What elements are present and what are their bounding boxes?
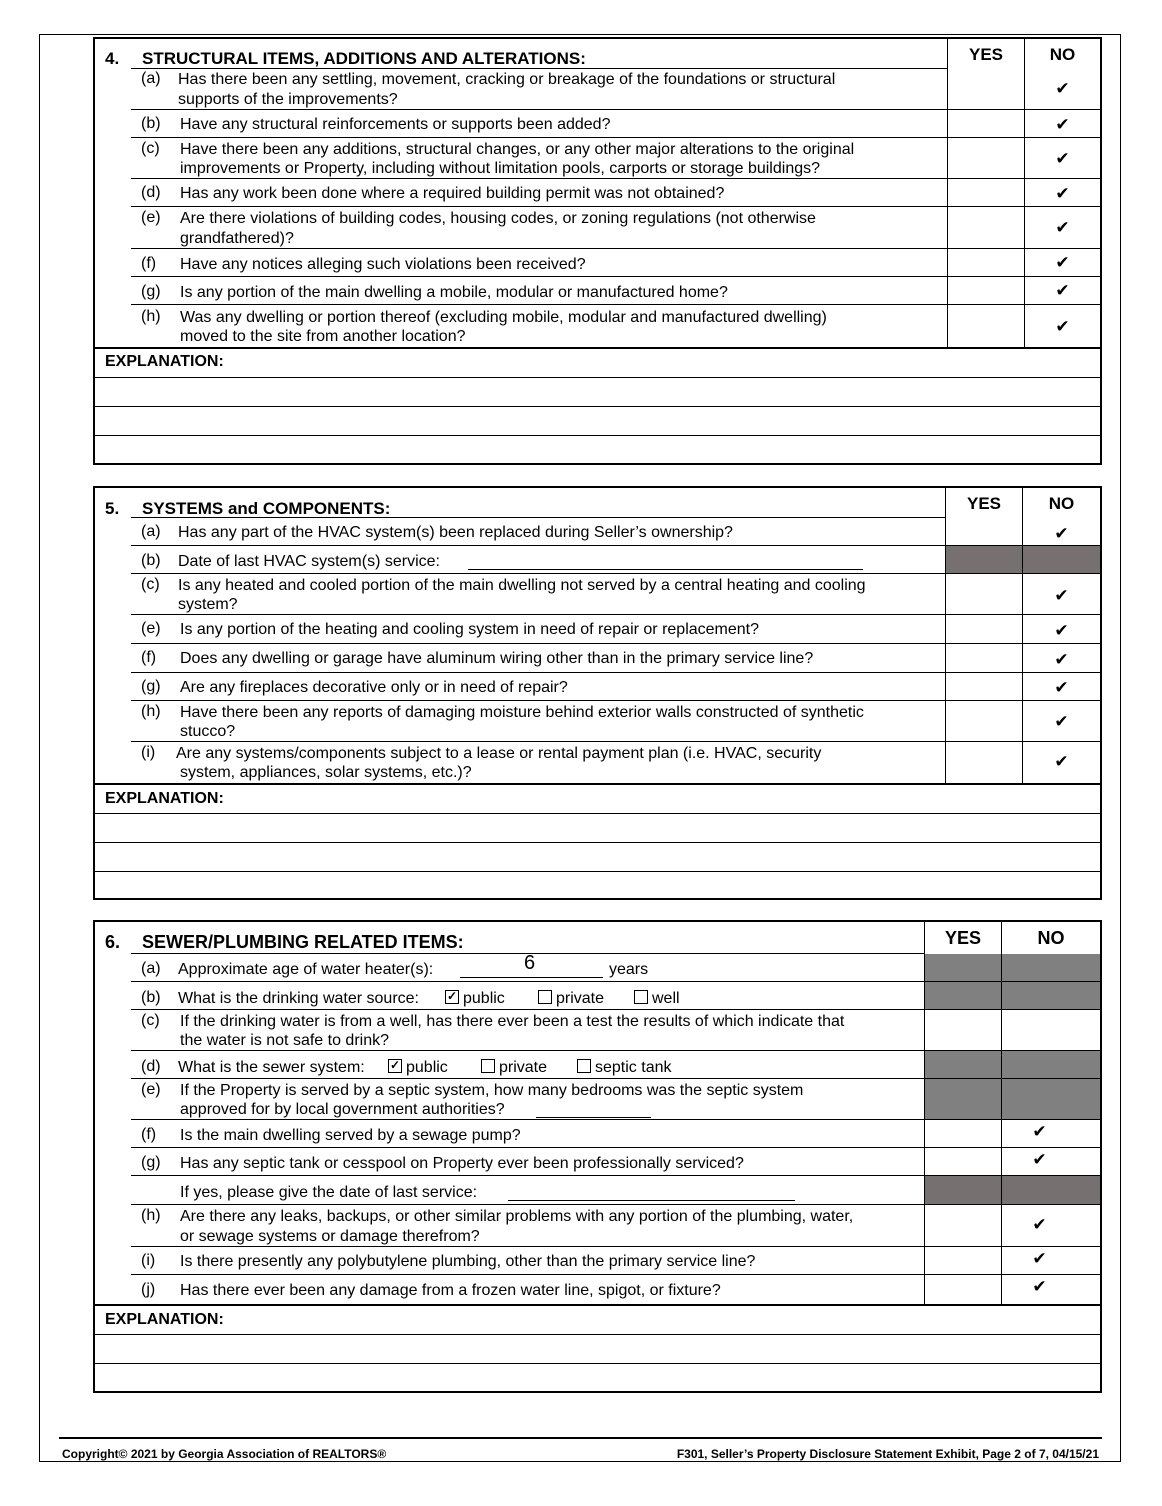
question-text-cont: system, appliances, solar systems, etc.)? — [180, 764, 472, 781]
no-checkmark[interactable]: ✔ — [1055, 317, 1070, 336]
explanation-line — [95, 406, 1100, 407]
no-checkmark[interactable]: ✔ — [1054, 650, 1069, 669]
question-text: Have there been any additions, structural changes, or any other major alterations to the original — [180, 141, 855, 158]
question-text: What is the drinking water source: — [178, 990, 419, 1007]
question-letter: (e) — [141, 1081, 161, 1098]
question-letter: (g) — [141, 1154, 161, 1171]
question-text-cont: the water is not safe to drink? — [180, 1032, 389, 1049]
explanation-label: EXPLANATION: — [105, 790, 224, 807]
section-header-row — [95, 488, 1100, 518]
question-text: If yes, please give the date of last service: — [180, 1184, 478, 1201]
question-text: If the drinking water is from a well, has there ever been a test the results of which indicate that — [180, 1013, 845, 1030]
question-text: Has any septic tank or cesspool on Property ever been professionally serviced? — [180, 1155, 744, 1172]
no-checkmark[interactable]: ✔ — [1032, 1150, 1047, 1169]
shaded-answer-cell — [925, 1176, 1100, 1204]
question-row — [95, 673, 1100, 701]
question-letter: (h) — [141, 308, 161, 325]
section-header-row — [95, 922, 1100, 954]
no-checkmark[interactable]: ✔ — [1055, 149, 1070, 168]
question-text: Have any notices alleging such violations been received? — [180, 256, 586, 273]
question-text-cont: grandfathered)? — [180, 230, 294, 247]
question-text: Does any dwelling or garage have aluminum wiring other than in the primary service line? — [180, 650, 814, 667]
question-letter: (e) — [141, 209, 161, 226]
question-row — [95, 954, 1100, 982]
explanation-line — [95, 813, 1100, 814]
question-row — [95, 1275, 1100, 1304]
question-row — [95, 138, 1100, 179]
no-checkmark[interactable]: ✔ — [1055, 281, 1070, 300]
question-text-cont: system? — [178, 596, 238, 613]
question-letter: (h) — [141, 1207, 161, 1224]
checkbox-icon[interactable] — [538, 990, 552, 1004]
shaded-answer-cell — [925, 954, 1100, 981]
question-row — [95, 701, 1100, 742]
question-text: Is any heated and cooled portion of the main dwelling not served by a central heating and cooling — [178, 577, 866, 594]
question-letter: (a) — [141, 960, 161, 977]
yes-header: YES — [968, 45, 1004, 64]
question-row — [95, 305, 1100, 347]
no-checkmark[interactable]: ✔ — [1054, 621, 1069, 640]
question-letter: (d) — [141, 1058, 161, 1075]
footer-form-id: F301, Seller’s Property Disclosure Statement Exhibit, Page 2 of 7, 04/15/21 — [676, 1447, 1099, 1461]
question-text: Approximate age of water heater(s): — [178, 961, 434, 978]
checked-checkbox-icon[interactable] — [445, 990, 459, 1004]
question-text: Is any portion of the heating and cooling system in need of repair or replacement? — [180, 621, 760, 638]
question-text: Date of last HVAC system(s) service: — [178, 553, 440, 570]
question-row — [95, 742, 1100, 783]
section-title: SYSTEMS and COMPONENTS: — [142, 499, 391, 518]
question-letter: (b) — [141, 989, 161, 1006]
footer-rule — [59, 1437, 1102, 1439]
explanation-line — [95, 871, 1100, 872]
no-checkmark[interactable]: ✔ — [1032, 1249, 1047, 1268]
question-letter: (c) — [141, 576, 160, 593]
question-text: What is the sewer system: — [178, 1059, 365, 1076]
section-number: 4. — [105, 49, 120, 68]
water-heater-age-value: 6 — [524, 952, 536, 974]
question-text: Are there any leaks, backups, or other similar problems with any portion of the plumbing, water, — [180, 1208, 854, 1225]
question-letter: (a) — [141, 70, 161, 87]
question-text: Has there ever been any damage from a frozen water line, spigot, or fixture? — [180, 1282, 721, 1299]
section-title: SEWER/PLUMBING RELATED ITEMS: — [142, 932, 464, 952]
explanation-label: EXPLANATION: — [105, 353, 224, 370]
water-source-public-option[interactable]: ✓ public — [445, 989, 505, 1009]
section-structural-items — [93, 37, 1102, 465]
no-checkmark[interactable]: ✔ — [1055, 184, 1070, 203]
water-source-well-option[interactable]: well — [634, 989, 680, 1009]
explanation-line — [95, 1334, 1100, 1335]
question-suffix: years — [609, 961, 649, 978]
question-text-cont: supports of the improvements? — [178, 91, 398, 108]
question-text: Has any part of the HVAC system(s) been replaced during Seller’s ownership? — [178, 524, 733, 541]
question-letter: (i) — [141, 1252, 156, 1269]
question-row — [95, 1079, 1100, 1120]
explanation-line — [95, 842, 1100, 843]
question-row — [95, 1148, 1100, 1176]
question-row — [95, 644, 1100, 673]
no-checkmark[interactable]: ✔ — [1054, 586, 1069, 605]
question-row — [95, 1051, 1100, 1079]
checkbox-icon[interactable] — [634, 990, 648, 1004]
no-checkmark[interactable]: ✔ — [1032, 1277, 1047, 1296]
question-letter: (g) — [141, 283, 161, 300]
question-letter: (b) — [141, 115, 161, 132]
no-header: NO — [1048, 494, 1075, 513]
section-header-row — [95, 39, 1100, 69]
question-letter: (f) — [141, 649, 157, 666]
no-checkmark[interactable]: ✔ — [1055, 253, 1070, 272]
question-letter: (h) — [141, 703, 161, 720]
shaded-answer-cell — [946, 546, 1100, 573]
question-text: Have any structural reinforcements or supports been added? — [180, 116, 611, 133]
shaded-answer-cell — [925, 982, 1100, 1009]
question-letter: (j) — [141, 1281, 156, 1298]
question-letter: (a) — [141, 523, 161, 540]
question-row — [95, 110, 1100, 138]
question-letter: (c) — [141, 140, 160, 157]
question-row — [95, 1010, 1100, 1051]
question-text: Is the main dwelling served by a sewage pump? — [180, 1127, 521, 1144]
no-header: NO — [1049, 45, 1076, 64]
question-text: Is any portion of the main dwelling a mobile, modular or manufactured home? — [180, 284, 728, 301]
septic-bedrooms-field[interactable] — [536, 1100, 651, 1118]
section-number: 6. — [105, 932, 121, 952]
sewer-septic-option[interactable]: septic tank — [577, 1058, 671, 1078]
section-number: 5. — [105, 499, 120, 518]
explanation-line — [95, 1363, 1100, 1364]
shaded-answer-cell — [925, 1051, 1100, 1078]
question-letter: (b) — [141, 552, 161, 569]
question-row — [95, 1205, 1100, 1247]
question-text: Are any systems/components subject to a lease or rental payment plan (i.e. HVAC, security — [176, 745, 822, 762]
question-text-cont: moved to the site from another location? — [180, 328, 466, 345]
sewer-public-option[interactable]: ✓ public — [388, 1058, 448, 1078]
question-letter: (g) — [141, 678, 161, 695]
question-row — [95, 1247, 1100, 1275]
no-checkmark[interactable]: ✔ — [1054, 712, 1069, 731]
question-text: Are any fireplaces decorative only or in need of repair? — [180, 679, 568, 696]
question-row — [95, 179, 1100, 207]
question-text-cont: approved for by local government authorities? — [180, 1101, 505, 1118]
question-letter: (c) — [141, 1012, 160, 1029]
question-text-cont: improvements or Property, including without limitation pools, carports or storage buildings? — [180, 160, 821, 177]
checkbox-icon[interactable] — [577, 1059, 591, 1073]
explanation-area[interactable] — [95, 347, 1100, 463]
explanation-area[interactable] — [95, 1304, 1100, 1391]
question-row — [95, 69, 1100, 110]
question-row — [95, 1120, 1100, 1148]
question-row — [95, 546, 1100, 574]
question-row — [95, 574, 1100, 615]
yes-header: YES — [966, 494, 1002, 513]
question-text-cont: stucco? — [180, 723, 236, 740]
question-row — [95, 982, 1100, 1010]
footer-copyright: Copyright© 2021 by Georgia Association of REALTORS® — [62, 1447, 387, 1461]
question-row — [95, 207, 1100, 249]
explanation-line — [95, 435, 1100, 436]
explanation-label: EXPLANATION: — [105, 1311, 224, 1328]
water-source-private-option[interactable]: private — [538, 989, 604, 1009]
question-row — [95, 615, 1100, 644]
no-checkmark[interactable]: ✔ — [1032, 1122, 1047, 1141]
shaded-answer-cell — [925, 1079, 1100, 1119]
question-letter: (f) — [141, 255, 157, 272]
explanation-area[interactable] — [95, 783, 1100, 898]
no-header: NO — [1037, 928, 1065, 948]
no-checkmark[interactable]: ✔ — [1054, 678, 1069, 697]
question-row — [95, 518, 1100, 546]
no-checkmark[interactable]: ✔ — [1032, 1215, 1047, 1234]
question-row — [95, 1176, 1100, 1205]
no-checkmark[interactable]: ✔ — [1054, 752, 1069, 771]
yes-header: YES — [944, 928, 982, 948]
no-checkmark[interactable]: ✔ — [1055, 79, 1070, 98]
section-systems-components — [93, 486, 1102, 900]
question-text: If the Property is served by a septic system, how many bedrooms was the septic system — [180, 1082, 804, 1099]
question-row — [95, 277, 1100, 305]
question-text: Has any work been done where a required building permit was not obtained? — [180, 185, 725, 202]
question-letter: (e) — [141, 620, 161, 637]
checkbox-icon[interactable] — [481, 1059, 495, 1073]
explanation-line — [95, 377, 1100, 378]
question-text: Has there been any settling, movement, cracking or breakage of the foundations or structural — [178, 71, 836, 88]
question-text: Have there been any reports of damaging moisture behind exterior walls constructed of synthetic — [180, 704, 864, 721]
no-checkmark[interactable]: ✔ — [1055, 218, 1070, 237]
question-text: Is there presently any polybutylene plumbing, other than the primary service line? — [180, 1253, 756, 1270]
question-row — [95, 249, 1100, 277]
checked-checkbox-icon[interactable] — [388, 1059, 402, 1073]
question-text: Are there violations of building codes, housing codes, or zoning regulations (not otherwise — [180, 210, 816, 227]
section-title: STRUCTURAL ITEMS, ADDITIONS AND ALTERATIONS: — [142, 49, 586, 68]
question-text-cont: or sewage systems or damage therefrom? — [180, 1228, 480, 1245]
section-sewer-plumbing — [93, 920, 1102, 1393]
question-letter: (d) — [141, 184, 161, 201]
hvac-service-date-field[interactable] — [468, 552, 863, 570]
question-letter: (i) — [141, 744, 156, 761]
sewer-private-option[interactable]: private — [481, 1058, 547, 1078]
last-service-date-field[interactable] — [508, 1183, 795, 1201]
question-letter: (f) — [141, 1126, 157, 1143]
no-checkmark[interactable]: ✔ — [1055, 115, 1070, 134]
question-text: Was any dwelling or portion thereof (excluding mobile, modular and manufactured dwelling) — [180, 309, 827, 326]
no-checkmark[interactable]: ✔ — [1054, 524, 1069, 543]
